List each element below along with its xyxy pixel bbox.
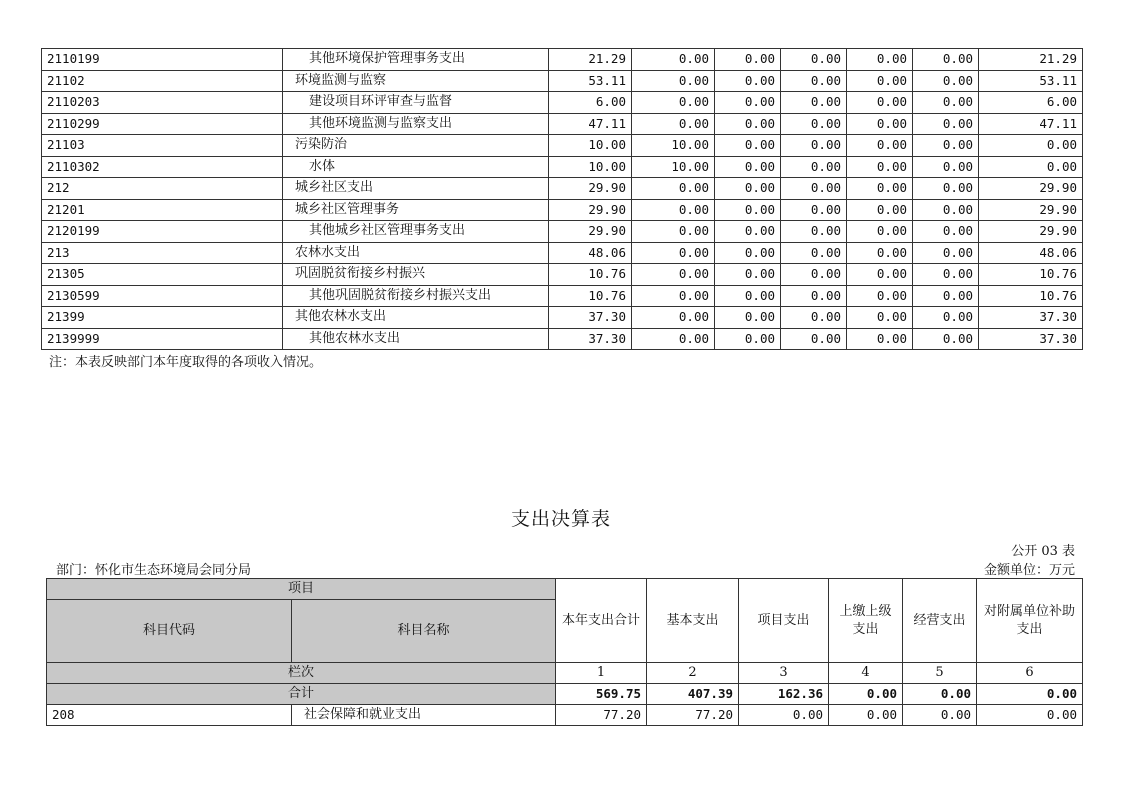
table-row (42, 264, 1083, 286)
amount-cell: 37.30 (979, 307, 1083, 329)
amount-cell: 0.00 (781, 135, 847, 157)
amount-cell: 0.00 (913, 307, 979, 329)
amount-cell: 0.00 (632, 49, 715, 71)
amount-cell: 0.00 (781, 285, 847, 307)
table-row (42, 92, 1083, 114)
subject-name: 其他农林水支出 (283, 328, 549, 350)
amount-cell: 0.00 (632, 285, 715, 307)
subject-code: 2110299 (42, 113, 283, 135)
amount-cell: 0.00 (847, 70, 913, 92)
table-number: 公开 03 表 (1011, 544, 1075, 559)
amount-cell: 0.00 (913, 156, 979, 178)
table-note: 注：本表反映部门本年度取得的各项收入情况。 (49, 355, 323, 370)
subject-code: 2110199 (42, 49, 283, 71)
amount-cell: 0.00 (781, 178, 847, 200)
expenditure-table (46, 578, 1083, 726)
subject-name: 社会保障和就业支出 (292, 705, 556, 726)
total-value: 0.00 (829, 684, 903, 705)
subject-name: 污染防治 (283, 135, 549, 157)
amount-cell: 0.00 (979, 135, 1083, 157)
amount-cell: 53.11 (979, 70, 1083, 92)
amount-cell: 0.00 (632, 221, 715, 243)
amount-cell: 29.90 (979, 221, 1083, 243)
amount-cell: 37.30 (549, 328, 632, 350)
amount-cell: 0.00 (715, 242, 781, 264)
subject-code: 213 (42, 242, 283, 264)
amount-cell: 0.00 (632, 264, 715, 286)
table-row (42, 156, 1083, 178)
column-number: 1 (556, 663, 647, 684)
amount-cell: 0.00 (913, 92, 979, 114)
amount-cell: 0.00 (715, 92, 781, 114)
amount-cell: 0.00 (913, 328, 979, 350)
amount-cell: 0.00 (847, 135, 913, 157)
amount-cell: 48.06 (549, 242, 632, 264)
amount-unit-label: 金额单位：万元 (983, 563, 1075, 578)
subject-code: 208 (47, 705, 292, 726)
amount-cell: 0.00 (847, 307, 913, 329)
total-value: 0.00 (903, 684, 977, 705)
amount-cell: 0.00 (847, 285, 913, 307)
amount-cell: 21.29 (549, 49, 632, 71)
subject-name: 巩固脱贫衔接乡村振兴 (283, 264, 549, 286)
amount-cell: 0.00 (781, 242, 847, 264)
amount-cell: 0.00 (632, 242, 715, 264)
total-value: 407.39 (647, 684, 739, 705)
subject-code: 21103 (42, 135, 283, 157)
column-number: 4 (829, 663, 903, 684)
table-row (42, 285, 1083, 307)
amount-cell: 47.11 (979, 113, 1083, 135)
amount-cell: 0.00 (977, 705, 1083, 726)
amount-cell: 0.00 (913, 178, 979, 200)
total-value: 569.75 (556, 684, 647, 705)
table-row (42, 135, 1083, 157)
header-business: 经营支出 (903, 579, 977, 663)
table-row (42, 307, 1083, 329)
income-table-continued (41, 48, 1083, 350)
column-number-label: 栏次 (47, 663, 556, 684)
amount-cell: 0.00 (715, 178, 781, 200)
amount-cell: 0.00 (913, 221, 979, 243)
amount-cell: 10.00 (632, 156, 715, 178)
amount-cell: 6.00 (979, 92, 1083, 114)
amount-cell: 21.29 (979, 49, 1083, 71)
amount-cell: 0.00 (847, 92, 913, 114)
subject-name: 建设项目环评审查与监督 (283, 92, 549, 114)
column-number-row (47, 663, 1083, 684)
amount-cell: 0.00 (739, 705, 829, 726)
amount-cell: 0.00 (715, 135, 781, 157)
subject-name: 其他巩固脱贫衔接乡村振兴支出 (283, 285, 549, 307)
amount-cell: 0.00 (913, 135, 979, 157)
subject-name: 其他农林水支出 (283, 307, 549, 329)
column-number: 2 (647, 663, 739, 684)
column-number: 3 (739, 663, 829, 684)
amount-cell: 29.90 (979, 199, 1083, 221)
amount-cell: 0.00 (715, 49, 781, 71)
header-upper: 上缴上级支出 (829, 579, 903, 663)
amount-cell: 0.00 (632, 307, 715, 329)
amount-cell: 0.00 (781, 92, 847, 114)
amount-cell: 29.90 (979, 178, 1083, 200)
amount-cell: 0.00 (632, 92, 715, 114)
amount-cell: 0.00 (781, 156, 847, 178)
amount-cell: 29.90 (549, 199, 632, 221)
amount-cell: 0.00 (913, 70, 979, 92)
table-row (42, 113, 1083, 135)
amount-cell: 0.00 (715, 221, 781, 243)
subject-code: 21399 (42, 307, 283, 329)
amount-cell: 10.76 (549, 264, 632, 286)
table-row (42, 70, 1083, 92)
subject-name: 其他环境保护管理事务支出 (283, 49, 549, 71)
subject-name: 水体 (283, 156, 549, 178)
amount-cell: 0.00 (913, 242, 979, 264)
amount-cell: 37.30 (979, 328, 1083, 350)
amount-cell: 47.11 (549, 113, 632, 135)
subject-name: 城乡社区管理事务 (283, 199, 549, 221)
amount-cell: 0.00 (913, 49, 979, 71)
subject-code: 21102 (42, 70, 283, 92)
amount-cell: 0.00 (847, 156, 913, 178)
subject-code: 21305 (42, 264, 283, 286)
table-row (42, 242, 1083, 264)
amount-cell: 0.00 (781, 49, 847, 71)
amount-cell: 0.00 (715, 199, 781, 221)
subject-code: 212 (42, 178, 283, 200)
total-row (47, 684, 1083, 705)
amount-cell: 0.00 (847, 49, 913, 71)
amount-cell: 0.00 (632, 178, 715, 200)
amount-cell: 0.00 (847, 178, 913, 200)
amount-cell: 0.00 (913, 264, 979, 286)
subject-name: 农林水支出 (283, 242, 549, 264)
amount-cell: 37.30 (549, 307, 632, 329)
header-subject-code: 科目代码 (47, 600, 292, 663)
amount-cell: 29.90 (549, 221, 632, 243)
subject-name: 环境监测与监察 (283, 70, 549, 92)
amount-cell: 0.00 (632, 328, 715, 350)
page-title: 支出决算表 (510, 508, 611, 530)
amount-cell: 0.00 (979, 156, 1083, 178)
header-project: 项目支出 (739, 579, 829, 663)
subject-name: 其他城乡社区管理事务支出 (283, 221, 549, 243)
amount-cell: 10.76 (549, 285, 632, 307)
table-row (42, 49, 1083, 71)
amount-cell: 10.00 (632, 135, 715, 157)
amount-cell: 0.00 (847, 242, 913, 264)
amount-cell: 10.76 (979, 264, 1083, 286)
header-basic: 基本支出 (647, 579, 739, 663)
header-subsidiary: 对附属单位补助支出 (977, 579, 1083, 663)
amount-cell: 0.00 (781, 113, 847, 135)
amount-cell: 0.00 (632, 113, 715, 135)
amount-cell: 0.00 (903, 705, 977, 726)
amount-cell: 0.00 (781, 221, 847, 243)
amount-cell: 77.20 (556, 705, 647, 726)
amount-cell: 0.00 (715, 156, 781, 178)
amount-cell: 0.00 (632, 70, 715, 92)
total-value: 0.00 (977, 684, 1083, 705)
amount-cell: 0.00 (913, 285, 979, 307)
amount-cell: 0.00 (847, 328, 913, 350)
amount-cell: 53.11 (549, 70, 632, 92)
amount-cell: 0.00 (847, 113, 913, 135)
amount-cell: 0.00 (715, 328, 781, 350)
column-number: 5 (903, 663, 977, 684)
total-value: 162.36 (739, 684, 829, 705)
amount-cell: 29.90 (549, 178, 632, 200)
table-row (42, 199, 1083, 221)
amount-cell: 0.00 (781, 264, 847, 286)
header-total: 本年支出合计 (556, 579, 647, 663)
amount-cell: 0.00 (715, 285, 781, 307)
subject-name: 城乡社区支出 (283, 178, 549, 200)
subject-code: 21201 (42, 199, 283, 221)
amount-cell: 10.76 (979, 285, 1083, 307)
subject-code: 2120199 (42, 221, 283, 243)
table-row (42, 328, 1083, 350)
amount-cell: 0.00 (847, 221, 913, 243)
amount-cell: 0.00 (632, 199, 715, 221)
amount-cell: 0.00 (847, 264, 913, 286)
amount-cell: 77.20 (647, 705, 739, 726)
amount-cell: 0.00 (829, 705, 903, 726)
subject-code: 2110302 (42, 156, 283, 178)
amount-cell: 0.00 (715, 264, 781, 286)
amount-cell: 0.00 (715, 113, 781, 135)
header-subject-name: 科目名称 (292, 600, 556, 663)
header-item: 项目 (47, 579, 556, 600)
amount-cell: 0.00 (781, 70, 847, 92)
amount-cell: 6.00 (549, 92, 632, 114)
amount-cell: 0.00 (781, 199, 847, 221)
table-row (42, 221, 1083, 243)
department-label: 部门：怀化市生态环境局会同分局 (56, 563, 252, 578)
amount-cell: 0.00 (913, 199, 979, 221)
amount-cell: 10.00 (549, 135, 632, 157)
subject-code: 2110203 (42, 92, 283, 114)
total-label: 合计 (47, 684, 556, 705)
amount-cell: 10.00 (549, 156, 632, 178)
subject-code: 2139999 (42, 328, 283, 350)
column-number: 6 (977, 663, 1083, 684)
subject-code: 2130599 (42, 285, 283, 307)
amount-cell: 48.06 (979, 242, 1083, 264)
table-row (47, 705, 1083, 726)
table-row (42, 178, 1083, 200)
amount-cell: 0.00 (715, 307, 781, 329)
amount-cell: 0.00 (913, 113, 979, 135)
amount-cell: 0.00 (781, 307, 847, 329)
amount-cell: 0.00 (781, 328, 847, 350)
subject-name: 其他环境监测与监察支出 (283, 113, 549, 135)
amount-cell: 0.00 (715, 70, 781, 92)
amount-cell: 0.00 (847, 199, 913, 221)
